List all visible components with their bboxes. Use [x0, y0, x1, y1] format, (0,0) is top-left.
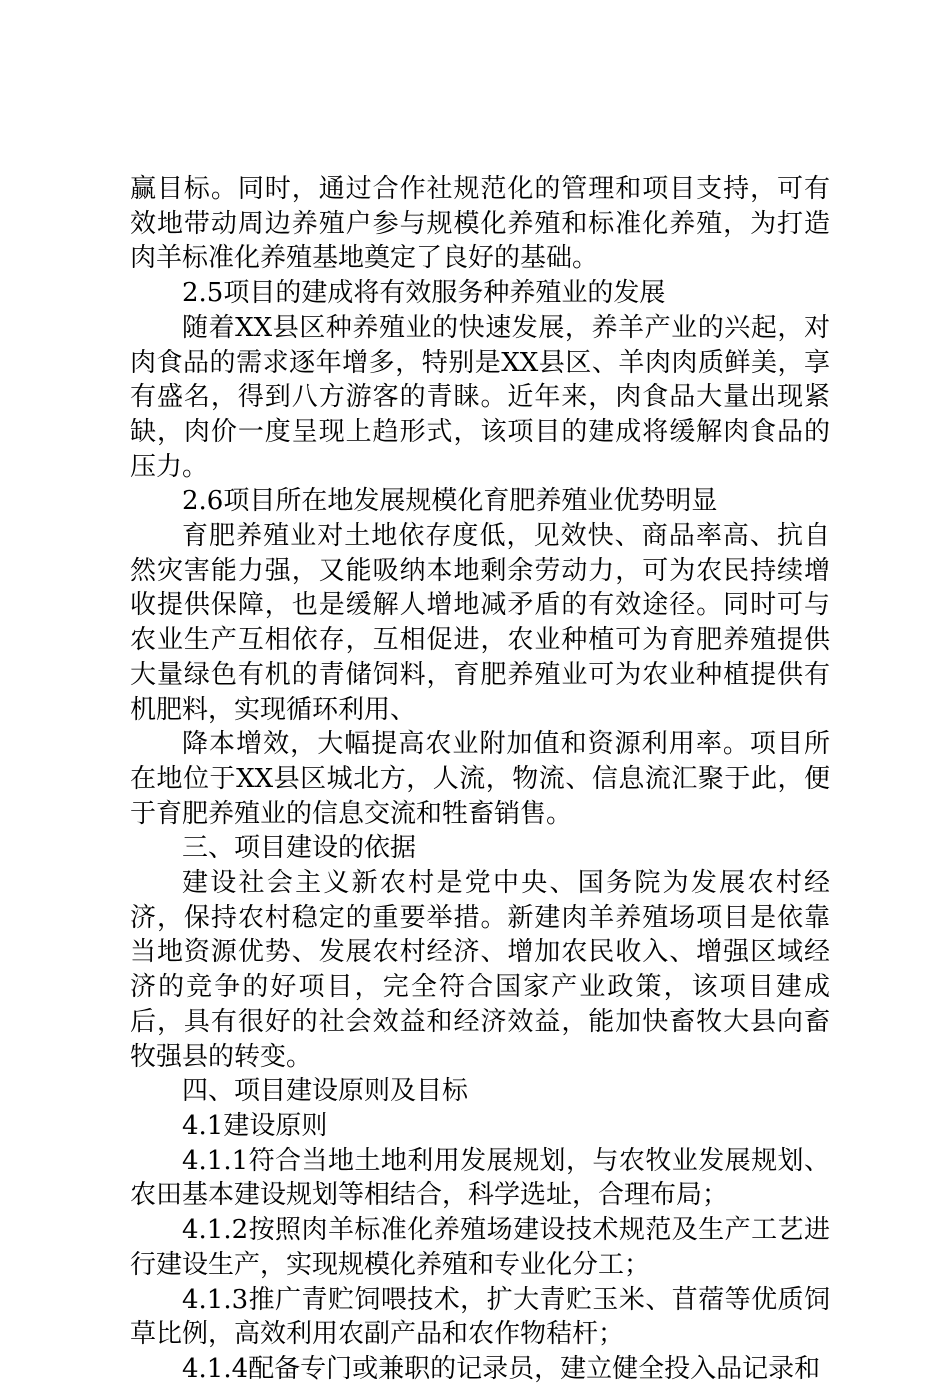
- paragraph-body: 随着XX县区种养殖业的快速发展，养羊产业的兴起，对肉食品的需求逐年增多，特别是XX县区、羊肉肉质鲜美，享有盛名，得到八方游客的青睐。近年来，肉食品大量出现紧缺，肉价一度呈现上趋形式，该项目的建成将缓解肉食品的压力。: [130, 312, 830, 482]
- section-heading-4-1: 4.1建设原则: [182, 1110, 328, 1141]
- paragraph-continuation: 赢目标。同时，通过合作社规范化的管理和项目支持，可有效地带动周边养殖户参与规模化养殖和标准化养殖，为打造肉羊标准化养殖基地奠定了良好的基础。: [130, 174, 830, 274]
- document-body: [130, 172, 830, 1387]
- paragraph-body: 降本增效，大幅提高农业附加值和资源利用率。项目所在地位于XX县区城北方，人流，物流、信息流汇聚于此，便于育肥养殖业的信息交流和牲畜销售。: [130, 729, 830, 829]
- paragraph-body: 建设社会主义新农村是党中央、国务院为发展农村经济，保持农村稳定的重要举措。新建肉羊养殖场项目是依靠当地资源优势、发展农村经济、增加农民收入、增强区域经济的竞争的好项目，完全符合国家产业政策，该项目建成后，具有很好的社会效益和经济效益，能加快畜牧大县向畜牧强县的转变。: [130, 868, 830, 1072]
- section-heading-3: 三、项目建设的依据: [182, 833, 417, 864]
- paragraph-item-4-1-2: 4.1.2按照肉羊标准化养殖场建设技术规范及生产工艺进行建设生产，实现规模化养殖和专业化分工；: [130, 1215, 830, 1280]
- paragraph-body: 育肥养殖业对土地依存度低，见效快、商品率高、抗自然灾害能力强，又能吸纳本地剩余劳动力，可为农民持续增收提供保障，也是缓解人增地减矛盾的有效途径。同时可与农业生产互相依存，互相促进，农业种植可为育肥养殖提供大量绿色有机的青储饲料，育肥养殖业可为农业种植提供有机肥料，实现循环利用、: [130, 521, 830, 725]
- paragraph-item-4-1-1: 4.1.1符合当地土地利用发展规划，与农牧业发展规划、农田基本建设规划等相结合，科学选址，合理布局；: [130, 1145, 830, 1211]
- section-heading-4: 四、项目建设原则及目标: [182, 1076, 469, 1107]
- section-heading-2-5: 2.5项目的建成将有效服务种养殖业的发展: [182, 278, 666, 309]
- paragraph-item-4-1-3: 4.1.3推广青贮饲喂技术，扩大青贮玉米、苜蓿等优质饲草比例，高效利用农副产品和农作物秸杆；: [130, 1284, 830, 1350]
- section-heading-2-6: 2.6项目所在地发展规模化育肥养殖业优势明显: [182, 486, 718, 517]
- paragraph-item-4-1-4: 4.1.4配备专门或兼职的记录员，建立健全投入品记录和: [182, 1353, 821, 1384]
